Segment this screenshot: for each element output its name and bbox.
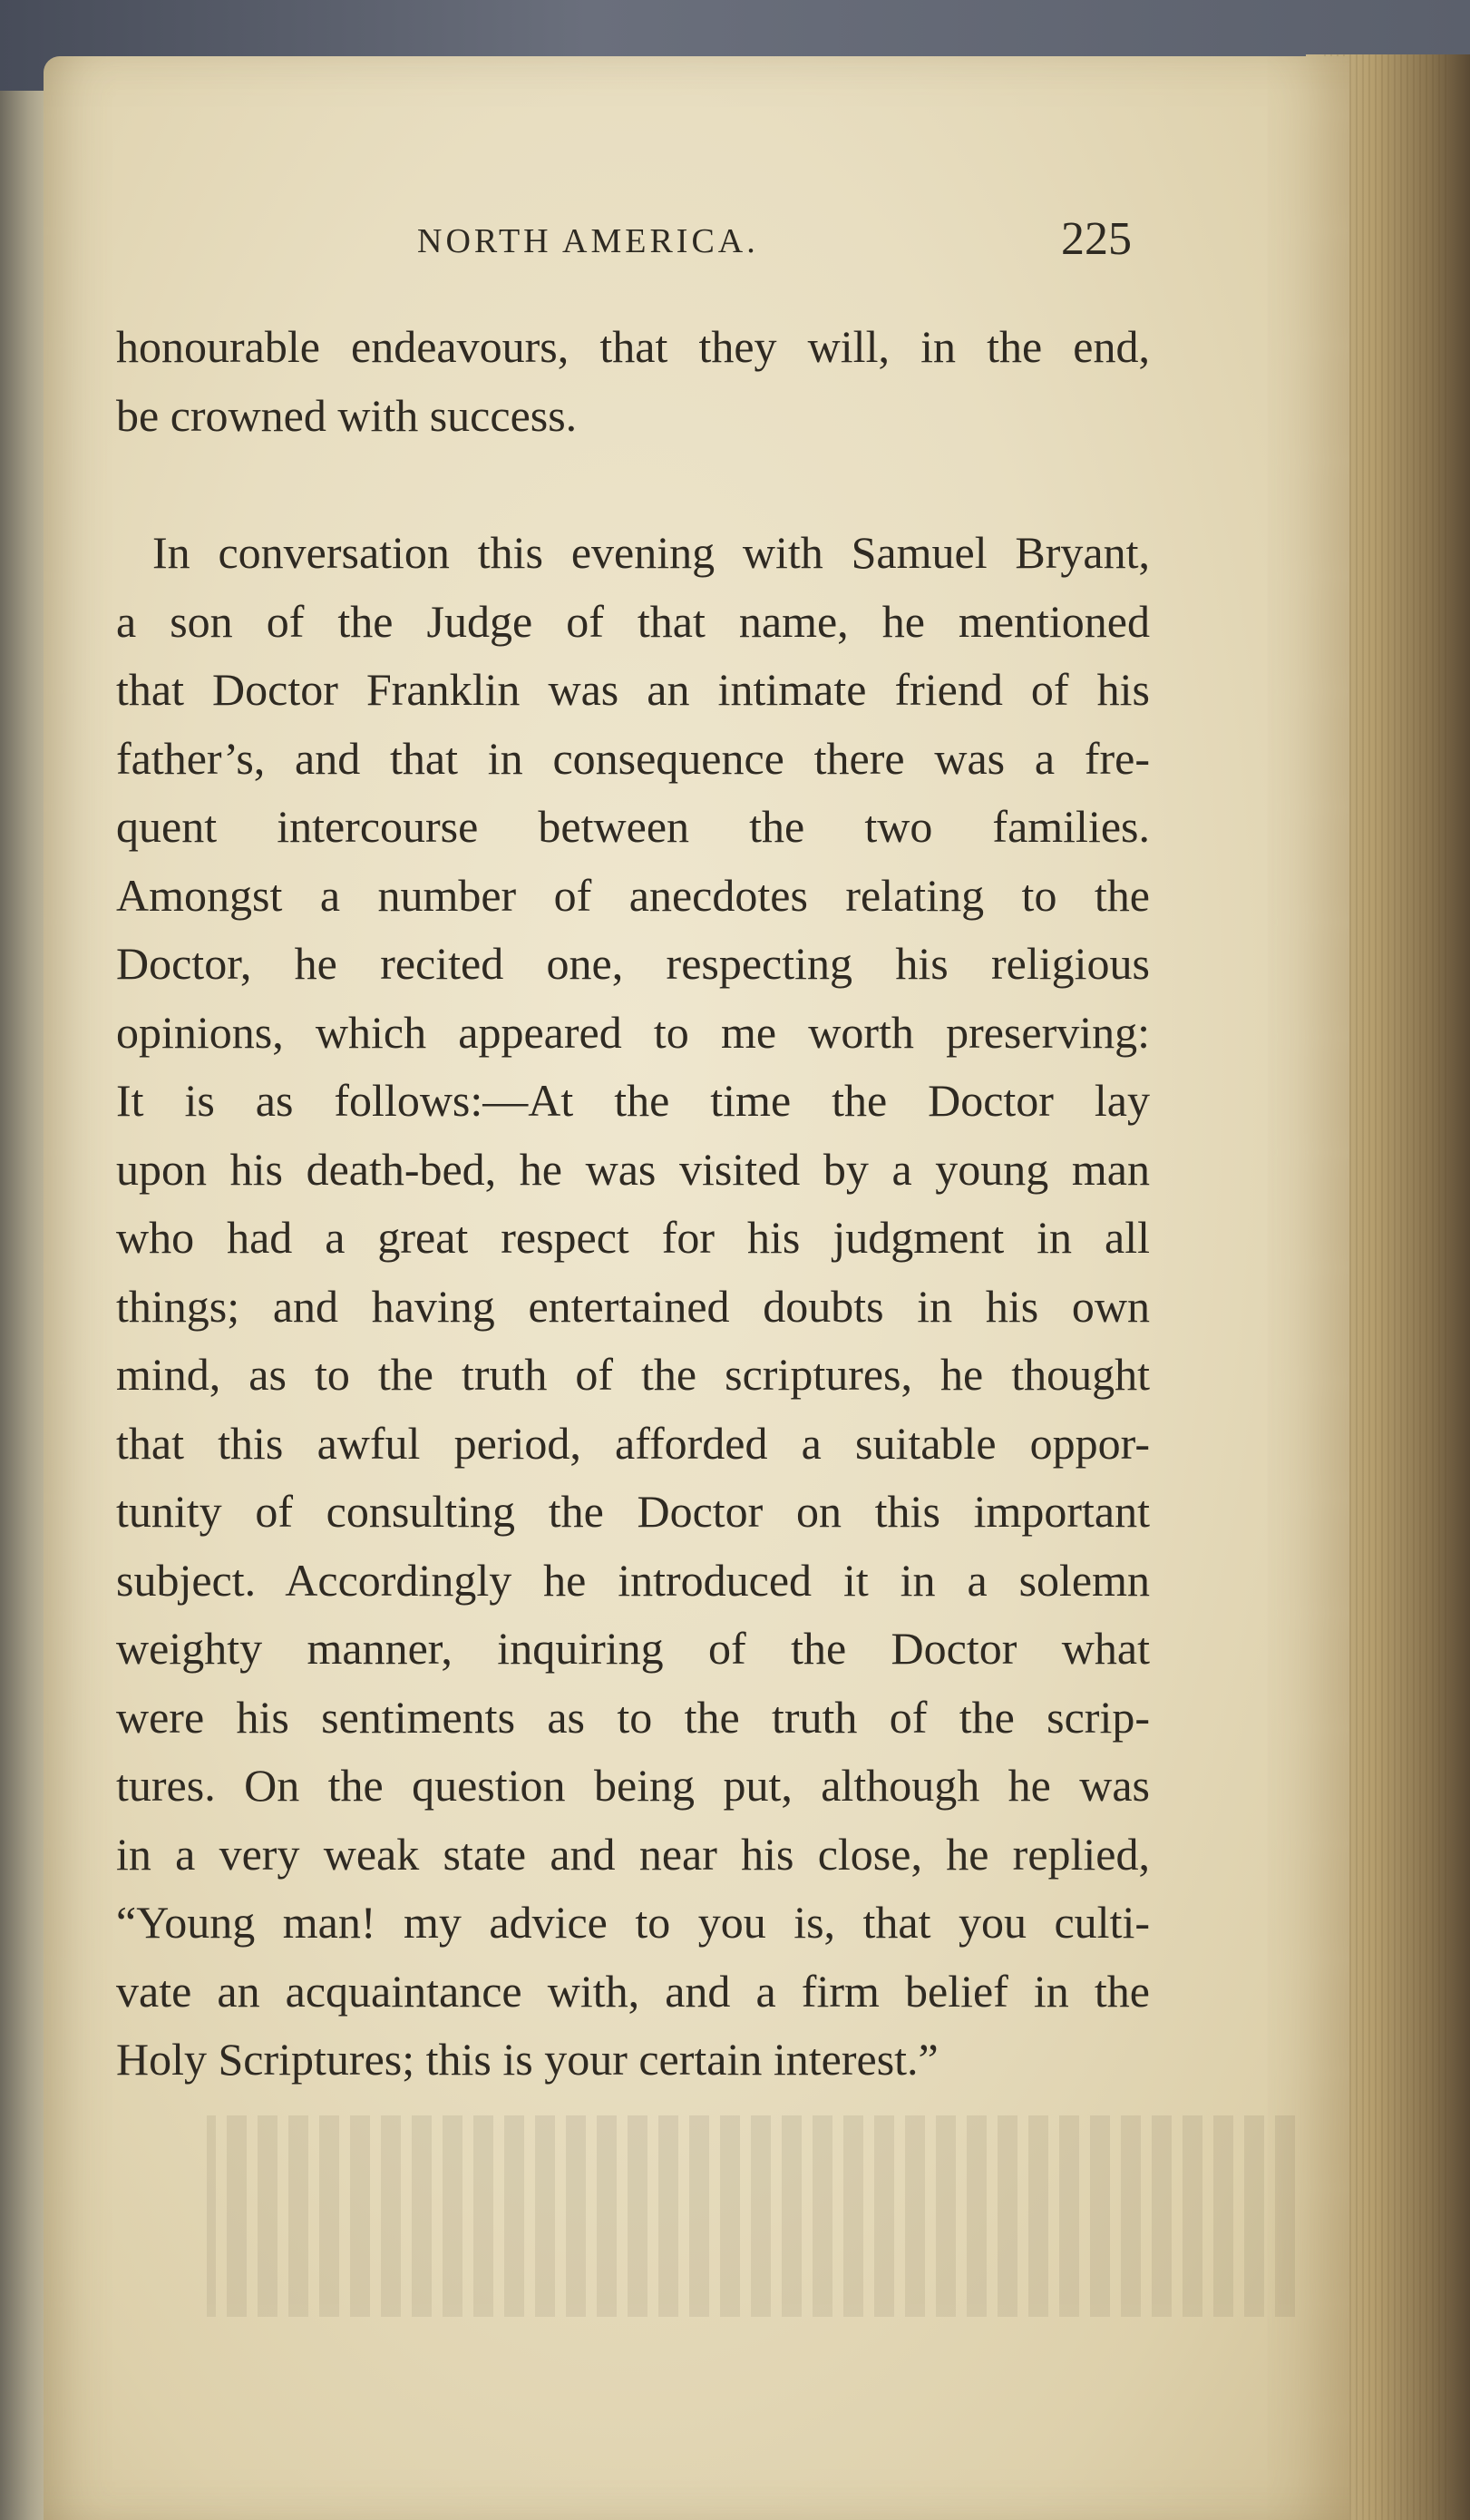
- text-line: vate an acquaintance with, and a firm belief in the: [116, 1965, 1150, 2017]
- text-line: Doctor, he recited one, respecting his religious: [116, 938, 1150, 989]
- body-text: [116, 313, 1150, 2095]
- text-line: honourable endeavours, that they will, in the end,: [116, 321, 1150, 372]
- text-line: Holy Scriptures; this is your certain interest.”: [116, 2034, 939, 2085]
- text-line: a son of the Judge of that name, he mentioned: [116, 595, 1150, 647]
- text-line: opinions, which appeared to me worth preserving:: [116, 1006, 1150, 1058]
- text-line: that this awful period, afforded a suitable oppor-: [116, 1417, 1150, 1469]
- paragraph-gap: [116, 450, 1150, 519]
- text-line: be crowned with success.: [116, 389, 578, 441]
- text-line: were his sentiments as to the truth of the scrip-: [116, 1691, 1150, 1743]
- text-line: in a very weak state and near his close, he replied,: [116, 1828, 1150, 1880]
- page-number: 225: [1061, 213, 1132, 265]
- text-line: quent intercourse between the two families.: [116, 801, 1150, 852]
- text-line: subject. Accordingly he introduced it in a solemn: [116, 1554, 1150, 1606]
- text-line: father’s, and that in consequence there was a fre-: [116, 732, 1150, 784]
- text-line: It is as follows:—At the time the Doctor lay: [116, 1075, 1150, 1126]
- text-line: tures. On the question being put, although he was: [116, 1760, 1150, 1811]
- bleed-through-shadow: [207, 2115, 1295, 2315]
- text-line: weighty manner, inquiring of the Doctor what: [116, 1623, 1150, 1674]
- paragraph-2: [116, 519, 1150, 2095]
- text-line: that Doctor Franklin was an intimate friend of his: [116, 664, 1150, 715]
- text-line: tunity of consulting the Doctor on this important: [116, 1486, 1150, 1537]
- book-page: [44, 56, 1349, 2520]
- text-line: “Young man! my advice to you is, that you culti-: [116, 1897, 1150, 1948]
- running-head: NORTH AMERICA.: [417, 222, 759, 260]
- text-line: Amongst a number of anecdotes relating to the: [116, 869, 1150, 921]
- text-line: In conversation this evening with Samuel Bryant,: [152, 527, 1150, 578]
- text-line: upon his death-bed, he was visited by a young man: [116, 1143, 1150, 1195]
- text-line: things; and having entertained doubts in his own: [116, 1280, 1150, 1332]
- text-line: mind, as to the truth of the scriptures, he thought: [116, 1349, 1150, 1400]
- text-line: who had a great respect for his judgment in all: [116, 1212, 1150, 1263]
- paragraph-1: [116, 313, 1150, 450]
